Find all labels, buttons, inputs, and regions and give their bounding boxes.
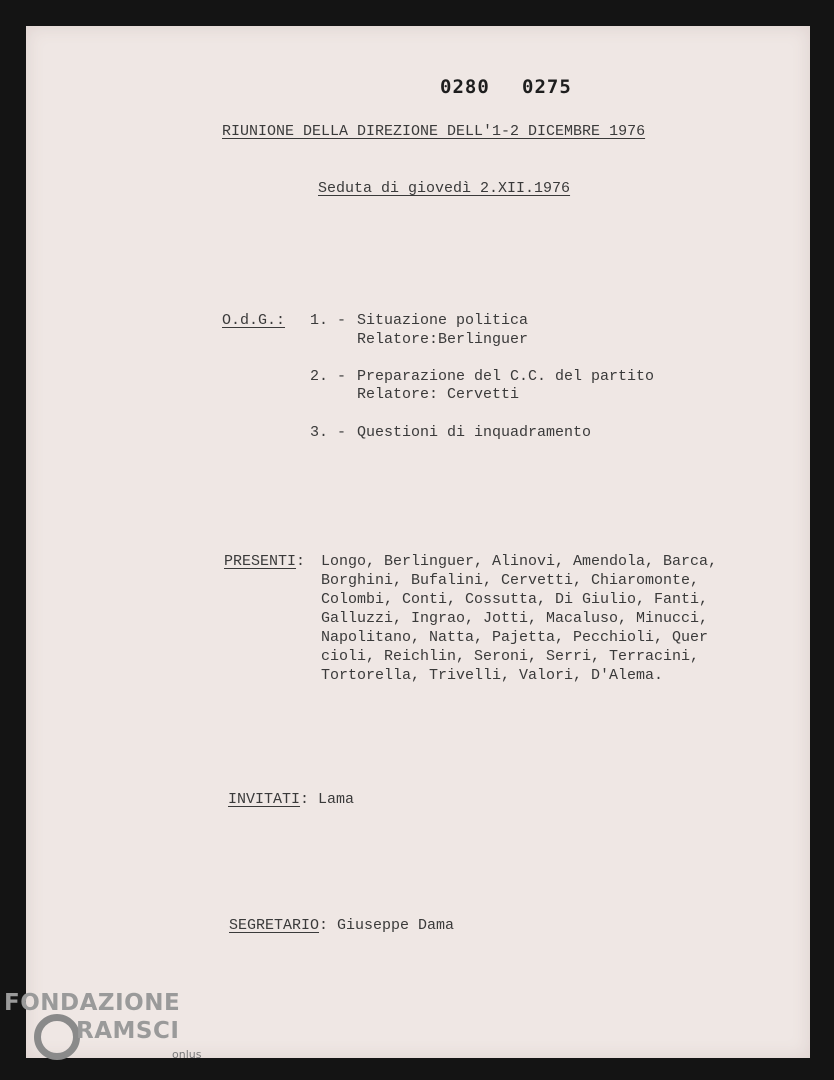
secretary-value: : Giuseppe Dama (319, 917, 455, 934)
watermark-line3: onlus (172, 1048, 202, 1061)
invited-value: : Lama (300, 791, 355, 808)
watermark-line2: RAMSCI (76, 1018, 180, 1044)
invited-row (228, 790, 354, 809)
fondazione-gramsci-watermark (4, 990, 214, 1070)
present-label: PRESENTI (224, 553, 297, 570)
present-names-line: Colombi, Conti, Cossutta, Di Giulio, Fanti, (321, 591, 709, 608)
present-names-line: Longo, Berlinguer, Alinovi, Amendola, Barca, (321, 553, 718, 570)
document-page (26, 26, 810, 1058)
archive-stamp-number: 0280 (440, 76, 490, 98)
gramsci-g-logo-icon (34, 1014, 80, 1060)
secretary-label: SEGRETARIO (229, 917, 320, 934)
present-label-row (224, 552, 305, 571)
present-label-colon: : (296, 553, 306, 570)
session-date: Seduta di giovedì 2.XII.1976 (318, 180, 571, 197)
present-names-line: Galluzzi, Ingrao, Jotti, Macaluso, Minucci, (321, 610, 709, 627)
archive-stamp-number: 0275 (522, 76, 572, 98)
watermark-line1: FONDAZIONE (4, 990, 181, 1016)
agenda-item-text: Questioni di inquadramento (357, 424, 592, 441)
invited-label: INVITATI (228, 791, 301, 808)
agenda-item-text: Situazione politica (357, 312, 529, 329)
agenda-item-rapporteur: Relatore:Berlinguer (357, 331, 529, 348)
meeting-title: RIUNIONE DELLA DIREZIONE DELL'1-2 DICEMBRE 1976 (222, 123, 646, 140)
secretary-row (229, 916, 454, 935)
agenda-item-number: 2. - (310, 368, 347, 385)
agenda-item-number: 3. - (310, 424, 347, 441)
agenda-item-text: Preparazione del C.C. del partito (357, 368, 655, 385)
present-names-line: Borghini, Bufalini, Cervetti, Chiaromonte, (321, 572, 700, 589)
agenda-item-rapporteur: Relatore: Cervetti (357, 386, 520, 403)
agenda-label: O.d.G.: (222, 312, 286, 329)
present-names-line: Napolitano, Natta, Pajetta, Pecchioli, Quer (321, 629, 709, 646)
agenda-item-number: 1. - (310, 312, 347, 329)
present-names-line: cioli, Reichlin, Seroni, Serri, Terracini, (321, 648, 700, 665)
present-names-line: Tortorella, Trivelli, Valori, D'Alema. (321, 667, 664, 684)
